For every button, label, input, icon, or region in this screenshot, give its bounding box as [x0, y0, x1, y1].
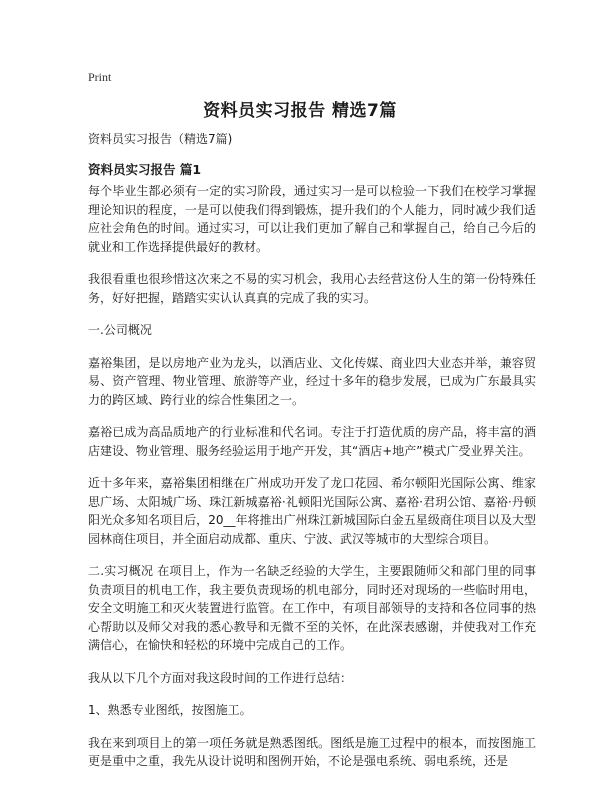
section-heading: 资料员实习报告 篇1 — [88, 162, 202, 177]
paragraph: 我很看重也很珍惜这次来之不易的实习机会，我用心去经营这份人生的第一份特殊任务，好好把握，踏踏实实认认真真的完成了我的实习。 — [88, 272, 536, 305]
paragraph: 每个毕业生都必须有一定的实习阶段，通过实习一是可以检验一下我们在校学习掌握理论知识的程度，一是可以使我们得到锻炼，提升我们的个人能力，同时减少我们适应社会角色的时间。通过实习，可以让我们更加了解自己和掌握自己，给自己今后的就业和工作选择提供最好的教材。 — [88, 184, 536, 254]
paragraph: 二.实习概况 在项目上，作为一名缺乏经验的大学生，主要跟随师父和部门里的同事负责项目的机电工作，我主要负责现场的机电部分，同时还对现场的一些临时用电，安全文明施工和灭火装置进行监管。在工作中，有项目部领导的支持和各位同事的热心帮助以及师父对我的悉心教导和无微不至的关怀，在此深表感谢，并使我对工作充满信心，在愉快和轻松的环境中完成自己的工作。 — [88, 564, 536, 652]
paragraph: 一.公司概况 — [88, 323, 152, 337]
paragraph: 嘉裕集团，是以房地产业为龙头，以酒店业、文化传媒、商业四大业态并举，兼容贸易、资产管理、物业管理、旅游等产业，经过十多年的稳步发展，已成为广东最具实力的跨区域、跨行业的综合性集团之一。 — [88, 355, 536, 407]
paragraph: 近十多年来，嘉裕集团相继在广州成功开发了龙口花园、希尔顿阳光国际公寓、维家思广场、太阳城广场、珠江新城嘉裕·礼顿阳光国际公寓、嘉裕·君玥公馆、嘉裕·丹顿阳光众多知名项目后，20__年将推出广州珠江新城国际白金五星级商住项目以及大型园林商住项目，并全面启动成都、重庆、宁波、武汉等城市的大型综合项目。 — [88, 476, 536, 546]
document-body — [88, 182, 536, 785]
paragraph: 我在来到项目上的第一项任务就是熟悉图纸。图纸是施工过程中的根本，而按图施工更是重中之重，我先从设计说明和图例开始，不论是强电系统、弱电系统，还是 — [88, 735, 536, 768]
document-subtitle: 资料员实习报告（精选7篇) — [88, 132, 233, 146]
paragraph: 嘉裕已成为高品质地产的行业标准和代名词。专注于打造优质的房产品，将丰富的酒店建设、物业管理、服务经验运用于地产开发，其“酒店+地产”模式广受业界关注。 — [88, 425, 536, 458]
print-label[interactable]: Print — [88, 70, 112, 84]
paragraph: 1、熟悉专业图纸，按图施工。 — [88, 703, 252, 717]
paragraph: 我从以下几个方面对我这段时间的工作进行总结： — [88, 670, 353, 685]
page-title: 资料员实习报告 精选7篇 — [203, 101, 397, 121]
